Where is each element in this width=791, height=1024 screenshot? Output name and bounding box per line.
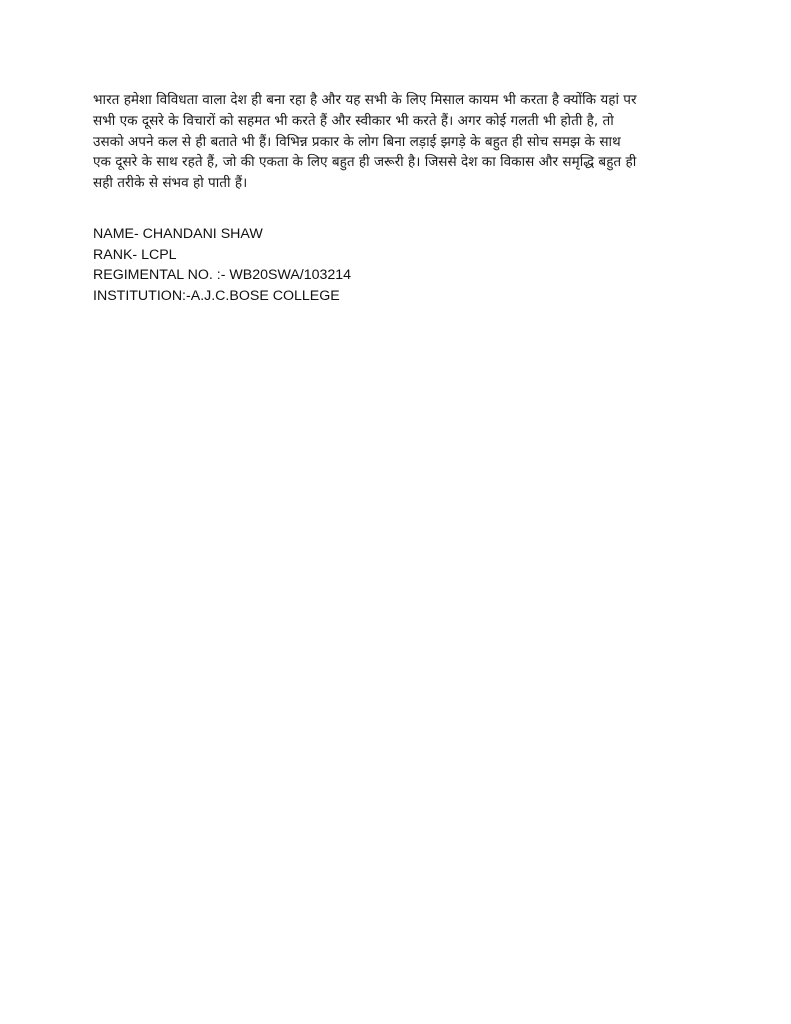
paragraph-line: उसको अपने कल से ही बताते भी हैं। विभिन्न प्रकार के लोग बिना लड़ाई झगड़े के बहुत ही सोच समझ के साथ <box>93 133 621 150</box>
paragraph-line: सही तरीके से संभव हो पाती हैं। <box>93 175 248 192</box>
institution-line: INSTITUTION:-A.J.C.BOSE COLLEGE <box>93 287 340 304</box>
regimental-number-line: REGIMENTAL NO. :- WB20SWA/103214 <box>93 267 352 284</box>
author-details <box>93 224 351 306</box>
paragraph-line: सभी एक दूसरे के विचारों को सहमत भी करते हैं और स्वीकार भी करते हैं। अगर कोई गलती भी होती है, तो <box>93 112 614 129</box>
paragraph-line: एक दूसरे के साथ रहते हैं, जो की एकता के लिए बहुत ही जरूरी है। जिससे देश का विकास और समृद्धि बहुत ही <box>93 154 637 171</box>
name-line: NAME- CHANDANI SHAW <box>93 226 263 242</box>
rank-line: RANK- LCPL <box>93 246 177 263</box>
paragraph-line: भारत हमेशा विविधता वाला देश ही बना रहा है और यह सभी के लिए मिसाल कायम भी करता है क्योंकि यहां पर <box>93 92 637 108</box>
hindi-paragraph <box>93 90 713 194</box>
